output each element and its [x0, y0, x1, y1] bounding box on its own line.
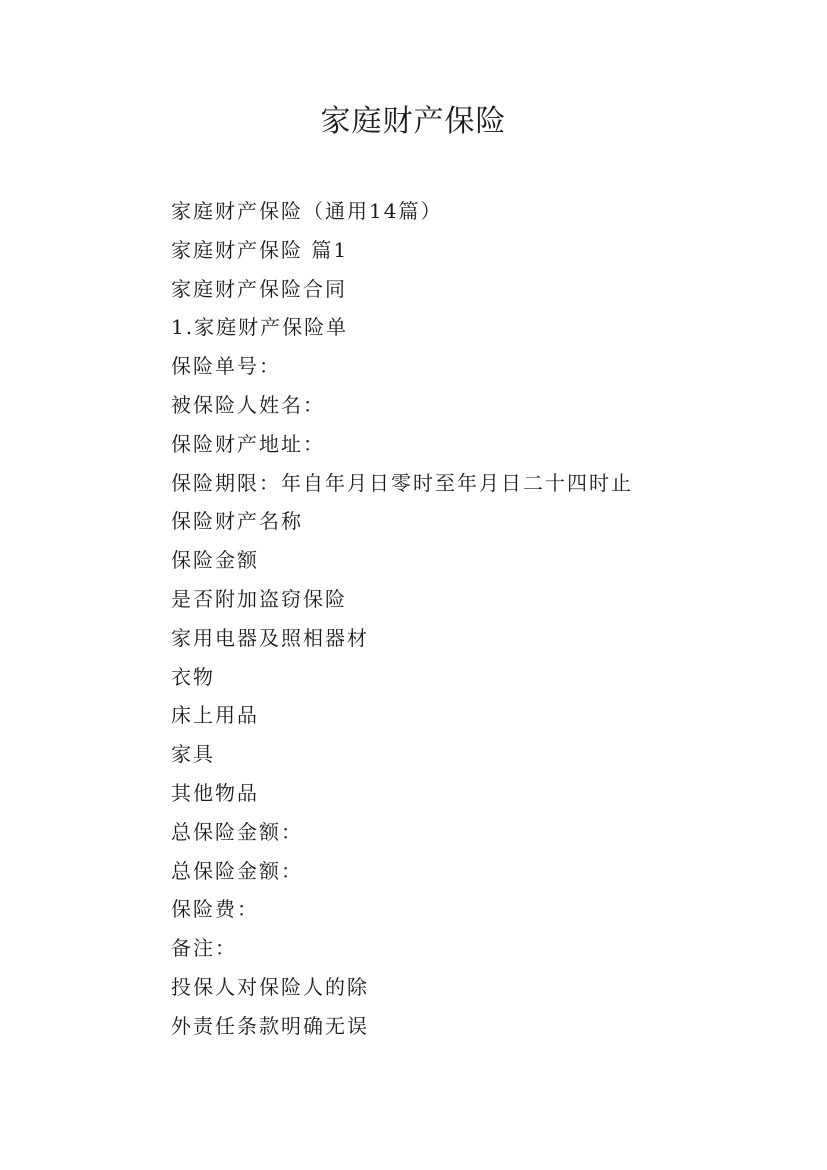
body-line-policy-number: 保险单号：	[171, 354, 281, 379]
body-line-insured-amount: 保险金额	[171, 548, 259, 573]
body-line-contract-title: 家庭财产保险合同	[171, 276, 347, 301]
body-line-property-address: 保险财产地址：	[171, 431, 325, 456]
body-line-premium: 保险费：	[171, 897, 259, 922]
body-line-exclusion-1: 投保人对保险人的除	[171, 974, 369, 999]
body-line-total-amount-repeat: 总保险金额：	[171, 858, 303, 883]
body-line-total-amount: 总保险金额：	[171, 819, 303, 844]
body-line-appliances: 家用电器及照相器材	[171, 625, 369, 650]
document-title: 家庭财产保险	[320, 104, 507, 139]
body-line-other-items: 其他物品	[171, 780, 259, 805]
body-line-section: 家庭财产保险 篇1	[171, 237, 349, 262]
body-line-insured-name: 被保险人姓名：	[171, 392, 325, 417]
body-line-policy-title: 1.家庭财产保险单	[171, 315, 349, 340]
body-line-theft-rider: 是否附加盗窃保险	[171, 586, 347, 611]
body-line-bedding: 床上用品	[171, 703, 259, 728]
body-line-exclusion-2: 外责任条款明确无误	[171, 1013, 369, 1038]
body-line-clothing: 衣物	[171, 664, 215, 689]
body-line-furniture: 家具	[171, 742, 215, 767]
document-body	[171, 192, 633, 1046]
body-line-remarks: 备注：	[171, 936, 237, 961]
body-line-heading: 家庭财产保险（通用14篇）	[171, 199, 443, 223]
body-line-property-name: 保险财产名称	[171, 509, 303, 534]
body-line-insurance-period: 保险期限：年自年月日零时至年月日二十四时止	[171, 470, 633, 495]
